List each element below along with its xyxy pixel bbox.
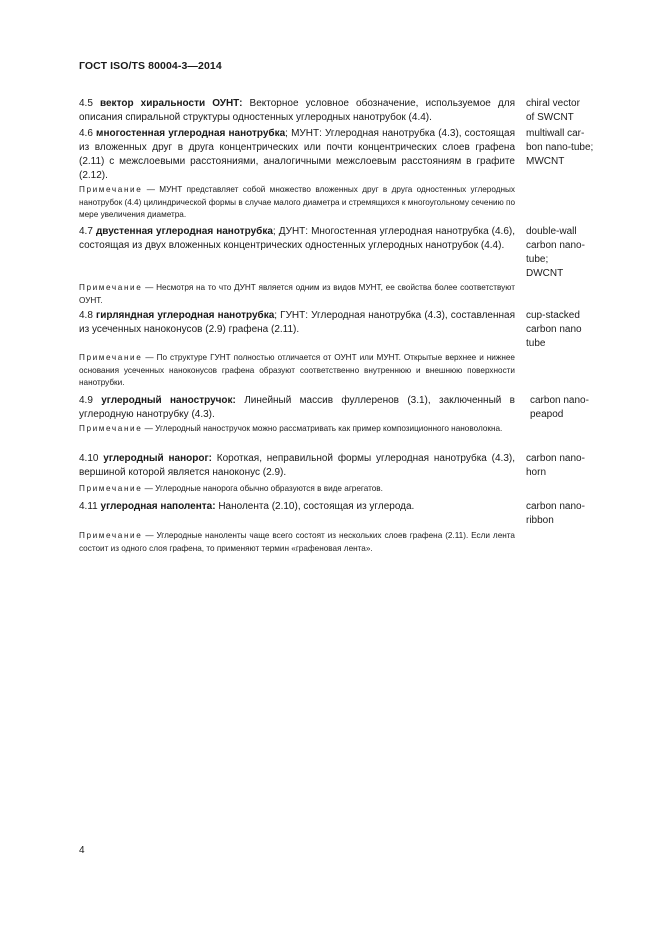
note-4-7 (79, 282, 515, 307)
term-name: двустенная углеродная нанотрубка (95, 226, 273, 237)
english-term-line: peapod (530, 409, 564, 420)
page-number: 4 (79, 845, 85, 856)
english-term-4-8 (526, 309, 636, 351)
english-term-line: DWCNT (526, 268, 564, 279)
term-number: 4.11 (79, 501, 98, 512)
note-text: — Углеродные нанорога обычно образуются в виде агрегатов. (144, 484, 383, 493)
term-definition: ; ДУНТ: Многостенная углеродная нанотрубка (4.6), состоящая из двух вложенных концентрических одностенных углеродных нанотрубок (4.4). (79, 226, 516, 251)
english-term-line: ribbon (526, 515, 554, 526)
english-term-4-7 (526, 225, 636, 281)
english-term-line: carbon nano- (526, 453, 585, 464)
note-label: Примечание (79, 484, 143, 493)
term-number: 4.8 (79, 310, 93, 321)
note-label: Примечание (79, 424, 143, 433)
term-entry-4-5 (79, 97, 515, 125)
term-name: гирляндная углеродная нанотрубка (96, 310, 275, 321)
term-entry-4-10 (79, 452, 515, 480)
note-4-10 (79, 483, 515, 496)
term-number: 4.10 (79, 453, 99, 464)
term-definition: ; МУНТ: Углеродная нанотрубка (4.3), состоящая из вложенных друг в друга концентрических или почти концентрических слоев графена (2.11) с межслоевыми расстояниями, аналогичными межслоевым расстояниям в графите (2.12). (79, 128, 516, 181)
note-text: — По структуре ГУНТ полностью отличается от ОУНТ или МУНТ. Открытые верхнее и нижнее основания усеченных наноконусов графена образуют соответственно внутреннюю и внешнюю поверхности нанотрубки. (79, 353, 515, 387)
english-term-line: multiwall car- (526, 128, 585, 139)
english-term-line: MWCNT (526, 156, 565, 167)
term-number: 4.7 (79, 226, 93, 237)
note-4-11 (79, 530, 515, 555)
term-definition: Нанолента (2.10), состоящая из углерода. (215, 501, 415, 512)
english-term-line: double-wall (526, 226, 577, 237)
english-term-line: carbon nano (526, 324, 582, 335)
term-definition: Короткая, неправильной формы углеродная нанотрубка (4.3), вершиной которой является наноконус (2.9). (79, 453, 515, 478)
english-term-line: carbon nano- (526, 240, 585, 251)
term-number: 4.6 (79, 128, 93, 139)
note-4-8 (79, 352, 515, 390)
term-entry-4-8 (79, 309, 515, 337)
term-name: многостенная углеродная нанотрубка (96, 128, 286, 139)
english-term-line: tube; (526, 254, 549, 265)
term-definition: Линейный массив фуллеренов (3.1), заключенный в углеродную нанотрубку (4.3). (79, 395, 515, 420)
term-number: 4.5 (79, 98, 93, 109)
english-term-4-6 (526, 127, 636, 169)
english-term-4-11 (526, 500, 636, 528)
english-term-4-5 (526, 97, 636, 125)
english-term-line: horn (526, 467, 547, 478)
term-entry-4-6 (79, 127, 515, 183)
document-header: ГОСТ ISO/TS 80004-3—2014 (79, 60, 222, 72)
term-entry-4-7 (79, 225, 515, 253)
english-term-line: carbon nano- (526, 501, 585, 512)
note-text: — Углеродные наноленты чаще всего состоят из нескольких слоев графена (2.11). Если лента состоит из одного слоя графена, то применяют термин «графеновая лента». (79, 531, 515, 553)
note-label: Примечание (79, 283, 143, 292)
term-entry-4-11 (79, 500, 515, 514)
note-text: — Углеродный наностручок можно рассматривать как пример композиционного нановолокна. (144, 424, 503, 433)
term-definition: ; ГУНТ: Углеродная нанотрубка (4.3), составленная из усеченных наноконусов (2.9) графена (2.11). (79, 310, 515, 335)
note-text: — МУНТ представляет собой множество вложенных друг в друга одностенных углеродных нанотрубок (4.4) цилиндрической формы в случае малого диаметра и стремящихся к многоугольному сечению по мере увеличения диаметра. (79, 185, 515, 219)
english-term-line: chiral vector (526, 98, 580, 109)
note-4-9 (79, 423, 515, 436)
term-number: 4.9 (79, 395, 93, 406)
term-definition: Векторное условное обозначение, используемое для описания спиральной структуры одностенных углеродных нанотрубок (4.4). (79, 98, 515, 123)
english-term-line: tube (526, 338, 546, 349)
english-term-4-10 (526, 452, 636, 480)
term-name: углеродная наполента: (100, 501, 216, 512)
english-term-4-9 (530, 394, 640, 422)
note-label: Примечание (79, 353, 143, 362)
note-text: — Несмотря на то что ДУНТ является одним из видов МУНТ, ее свойства более соответствуют ОУНТ. (79, 283, 515, 305)
term-name: вектор хиральности ОУНТ: (99, 98, 243, 109)
english-term-line: cup-stacked (526, 310, 580, 321)
english-term-line: bon nano-tube; (526, 142, 594, 153)
term-name: углеродный нанорог: (103, 453, 212, 464)
english-term-line: of SWCNT (526, 112, 574, 123)
note-4-6 (79, 184, 515, 222)
note-label: Примечание (79, 185, 143, 194)
english-term-line: carbon nano- (530, 395, 589, 406)
term-entry-4-9 (79, 394, 515, 422)
note-label: Примечание (79, 531, 143, 540)
term-name: углеродный наностручок: (101, 395, 236, 406)
